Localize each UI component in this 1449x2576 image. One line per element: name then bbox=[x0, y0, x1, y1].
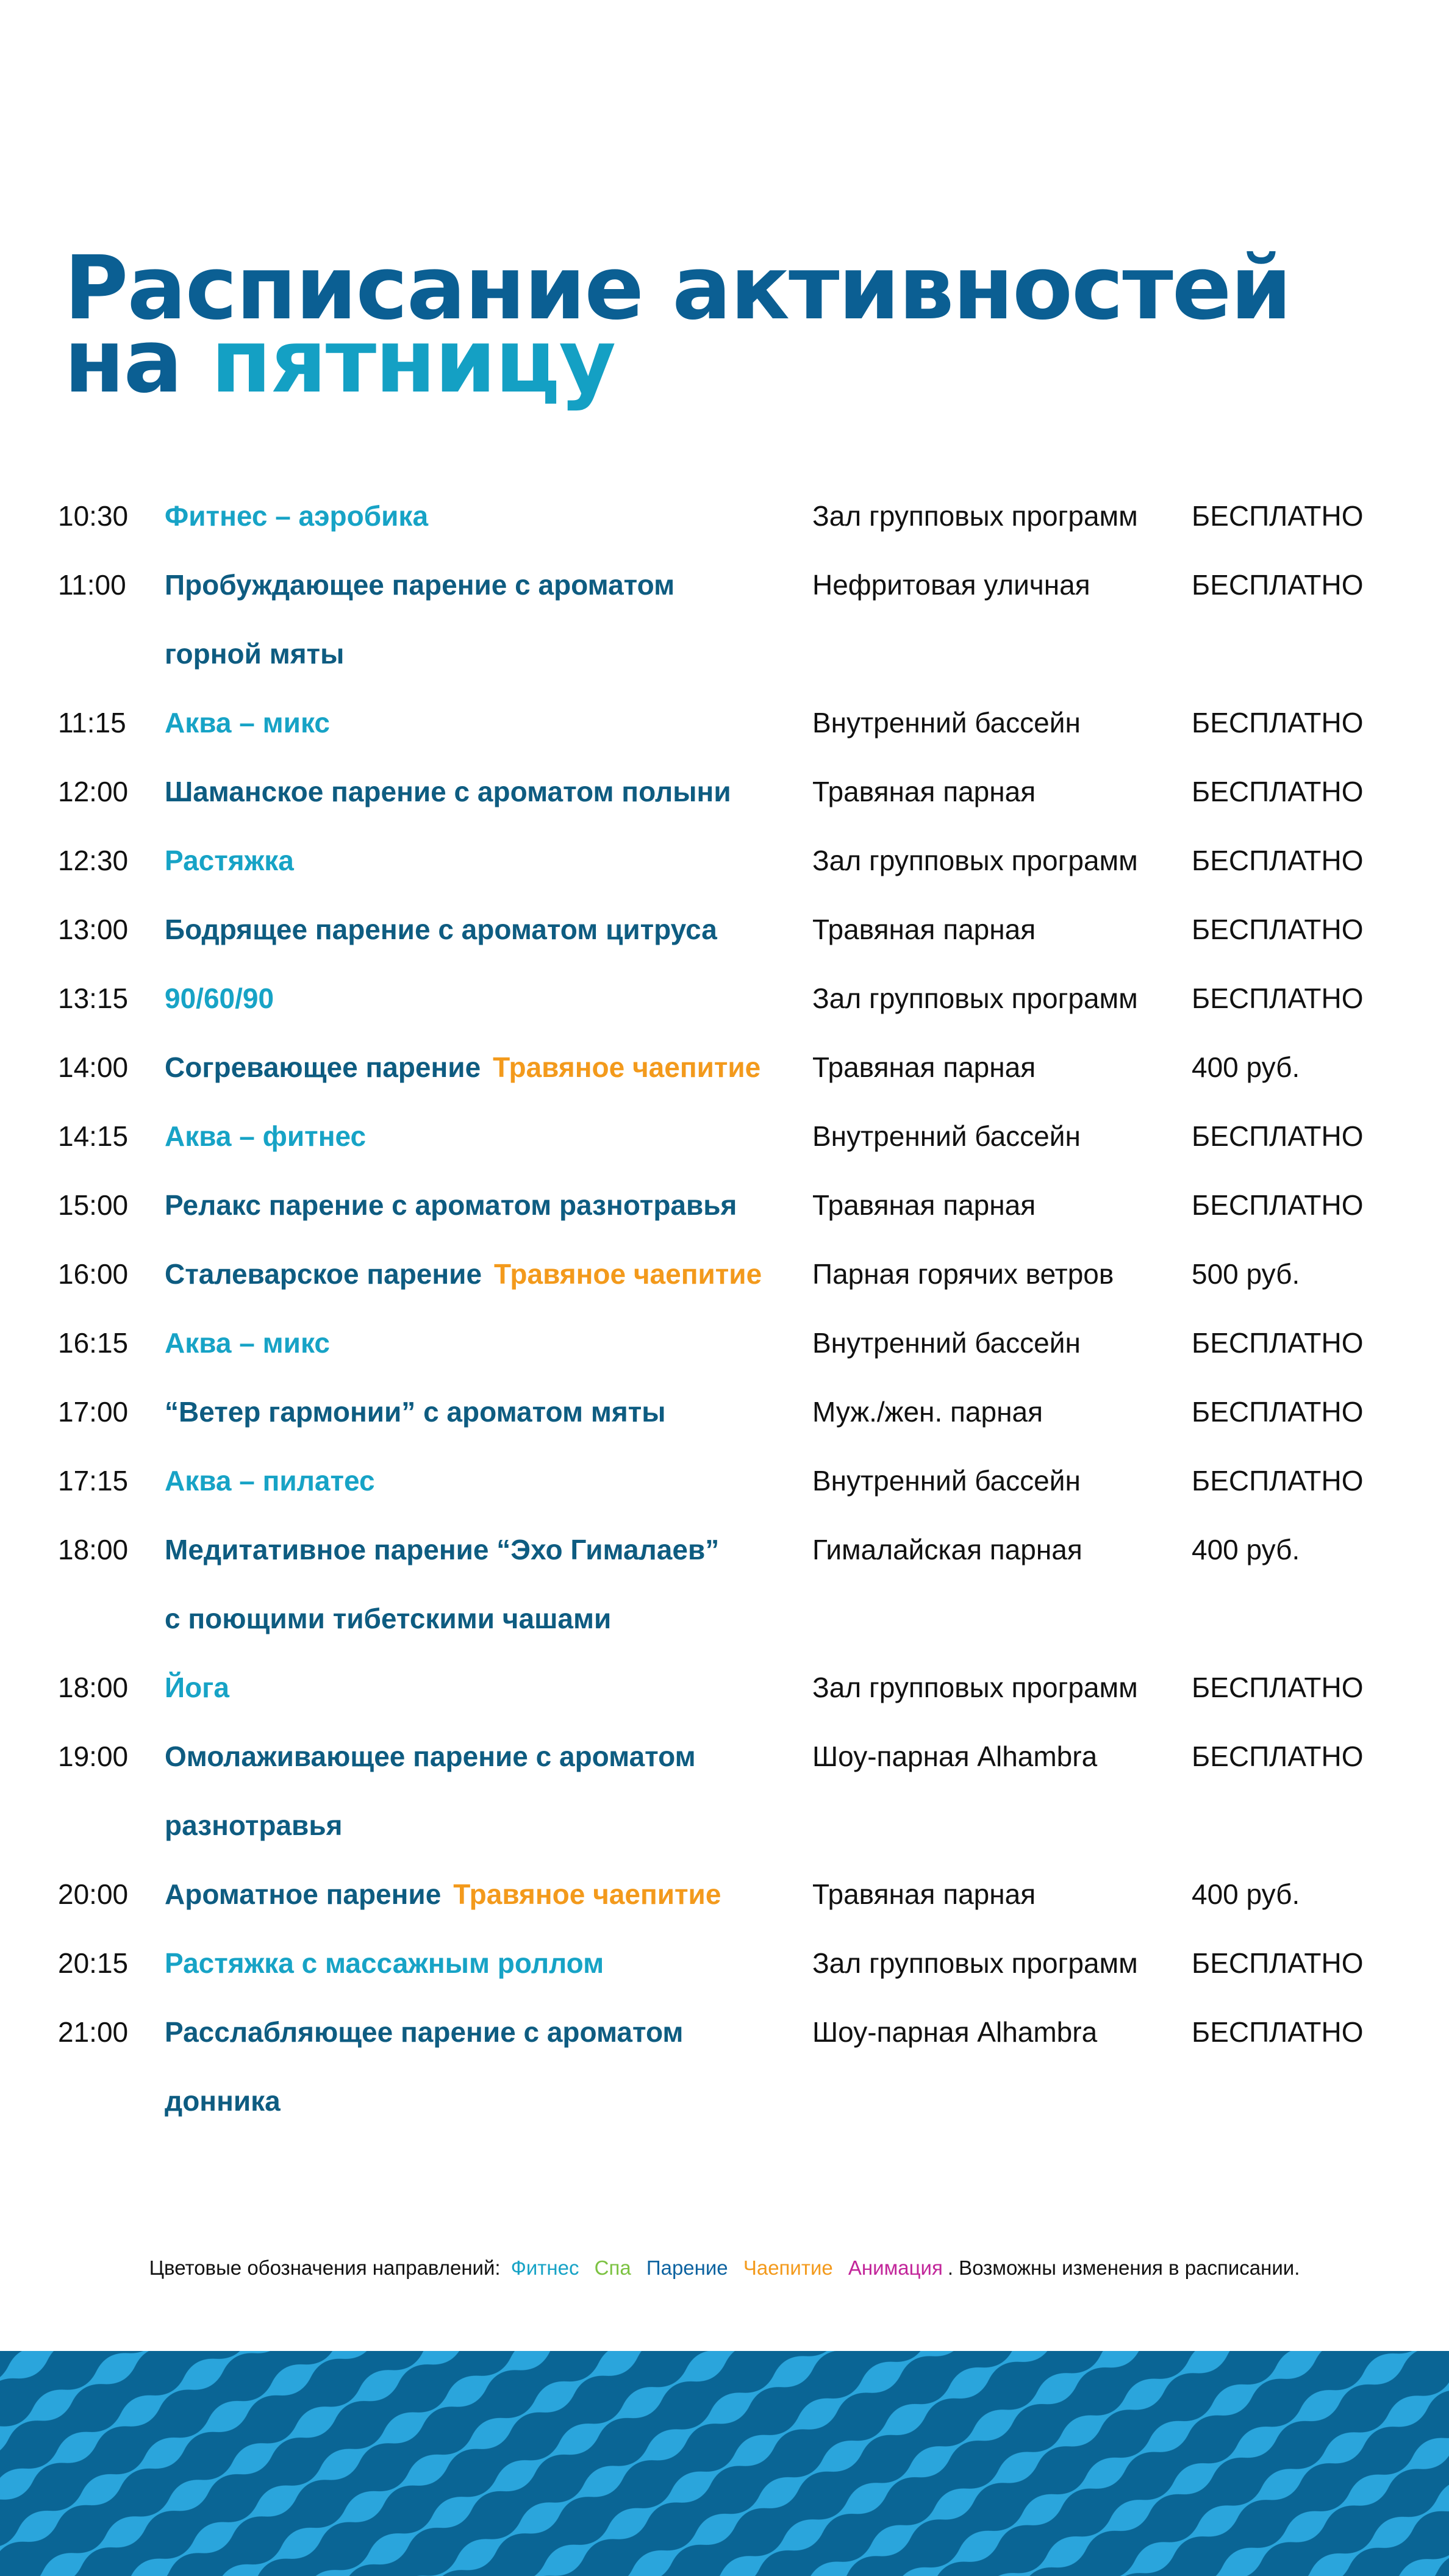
activity-location: Травяная парная bbox=[812, 914, 1036, 945]
activity-name-line: Бодрящее парение с ароматом цитруса bbox=[165, 914, 717, 945]
activity-name bbox=[165, 1447, 811, 1515]
activity-location: Внутренний бассейн bbox=[812, 707, 1081, 739]
activity-time: 13:00 bbox=[58, 914, 129, 945]
activity-location: Внутренний бассейн bbox=[812, 1327, 1081, 1359]
activity-name bbox=[165, 1171, 811, 1240]
activity-location: Гималайская парная bbox=[812, 1534, 1082, 1565]
activity-time: 11:00 bbox=[58, 569, 126, 601]
activity-time: 11:15 bbox=[58, 707, 126, 739]
activity-location: Травяная парная bbox=[812, 1878, 1036, 1910]
activity-name bbox=[165, 1515, 811, 1653]
activity-time: 18:00 bbox=[58, 1672, 129, 1703]
activity-location: Муж./жен. парная bbox=[812, 1396, 1043, 1428]
color-legend bbox=[0, 2256, 1449, 2280]
activity-price: БЕСПЛАТНО bbox=[1192, 1672, 1364, 1703]
legend-fitness: Фитнес bbox=[510, 2256, 579, 2279]
activity-time: 16:00 bbox=[58, 1258, 129, 1290]
activity-name bbox=[165, 689, 811, 757]
activity-price: БЕСПЛАТНО bbox=[1192, 1120, 1364, 1152]
activity-name-line: Ароматное парение bbox=[165, 1878, 442, 1910]
activity-name bbox=[165, 964, 811, 1033]
activity-name-line-wrap bbox=[165, 1860, 811, 1929]
schedule-row bbox=[0, 757, 1449, 826]
tea-ceremony-addon: Травяное чаепитие bbox=[494, 1258, 762, 1290]
activity-price: БЕСПЛАТНО bbox=[1192, 2016, 1364, 2048]
activity-name-line: разнотравья bbox=[165, 1809, 343, 1841]
activity-name-line: Медитативное парение “Эхо Гималаев” bbox=[165, 1534, 720, 1565]
activity-time: 13:15 bbox=[58, 982, 129, 1014]
activity-location: Внутренний бассейн bbox=[812, 1465, 1081, 1497]
legend-tea: Чаепитие bbox=[743, 2256, 833, 2279]
schedule-row bbox=[0, 551, 1449, 689]
activity-name bbox=[165, 1033, 811, 1102]
activity-name bbox=[165, 1240, 811, 1309]
activity-price: БЕСПЛАТНО bbox=[1192, 845, 1364, 876]
activity-price: БЕСПЛАТНО bbox=[1192, 982, 1364, 1014]
schedule-row bbox=[0, 1515, 1449, 1653]
activity-name bbox=[165, 1653, 811, 1722]
schedule-row bbox=[0, 1653, 1449, 1722]
activity-time: 17:00 bbox=[58, 1396, 129, 1428]
activity-time: 15:00 bbox=[58, 1189, 129, 1221]
wave-pattern-banner bbox=[0, 2351, 1449, 2576]
activity-location: Шоу-парная Alhambra bbox=[812, 2016, 1098, 2048]
legend-steam: Парение bbox=[646, 2256, 728, 2279]
activity-location: Шоу-парная Alhambra bbox=[812, 1741, 1098, 1772]
activity-price: БЕСПЛАТНО bbox=[1192, 1396, 1364, 1428]
title-line-1: Расписание активностей bbox=[64, 237, 1291, 339]
activity-name bbox=[165, 1929, 811, 1998]
schedule-row bbox=[0, 964, 1449, 1033]
legend-prefix: Цветовые обозначения направлений: bbox=[149, 2256, 501, 2279]
activity-location: Зал групповых программ bbox=[812, 500, 1138, 532]
activity-time: 14:15 bbox=[58, 1120, 129, 1152]
activity-name-line: “Ветер гармонии” с ароматом мяты bbox=[165, 1396, 666, 1428]
activity-location: Парная горячих ветров bbox=[812, 1258, 1114, 1290]
activity-time: 14:00 bbox=[58, 1051, 129, 1083]
legend-animation: Анимация bbox=[848, 2256, 943, 2279]
activity-name-line-wrap bbox=[165, 1033, 811, 1102]
activity-price: 400 руб. bbox=[1192, 1051, 1300, 1083]
activity-name-line: донника bbox=[165, 2085, 281, 2117]
activity-name-line: горной мяты bbox=[165, 638, 345, 670]
activity-time: 18:00 bbox=[58, 1534, 129, 1565]
tea-ceremony-addon: Травяное чаепитие bbox=[453, 1878, 721, 1910]
schedule-row bbox=[0, 1998, 1449, 2136]
activity-name-line: Растяжка с массажным роллом bbox=[165, 1947, 604, 1979]
activity-name bbox=[165, 1860, 811, 1929]
activity-location: Зал групповых программ bbox=[812, 982, 1138, 1014]
activity-time: 21:00 bbox=[58, 2016, 129, 2048]
activity-price: БЕСПЛАТНО bbox=[1192, 569, 1364, 601]
activity-price: 400 руб. bbox=[1192, 1534, 1300, 1565]
activity-name-line: Согревающее парение bbox=[165, 1051, 481, 1083]
schedule-row bbox=[0, 1378, 1449, 1447]
activity-name-line: Сталеварское парение bbox=[165, 1258, 482, 1290]
schedule-row bbox=[0, 482, 1449, 551]
activity-location: Нефритовая уличная bbox=[812, 569, 1090, 601]
activity-name bbox=[165, 1998, 811, 2136]
activity-name-line: с поющими тибетскими чашами bbox=[165, 1603, 612, 1634]
title-accent: пятницу bbox=[210, 310, 615, 412]
activity-time: 17:15 bbox=[58, 1465, 129, 1497]
legend-spa: Спа bbox=[594, 2256, 631, 2279]
schedule-row bbox=[0, 1171, 1449, 1240]
activity-name-line: Фитнес – аэробика bbox=[165, 500, 429, 532]
activity-price: БЕСПЛАТНО bbox=[1192, 707, 1364, 739]
activity-time: 20:15 bbox=[58, 1947, 129, 1979]
activity-name bbox=[165, 482, 811, 551]
activity-location: Травяная парная bbox=[812, 1189, 1036, 1221]
activity-name-line-wrap bbox=[165, 1240, 811, 1309]
activity-time: 19:00 bbox=[58, 1741, 129, 1772]
activity-price: БЕСПЛАТНО bbox=[1192, 1741, 1364, 1772]
activity-location: Зал групповых программ bbox=[812, 1947, 1138, 1979]
activity-name-line: Омолаживающее парение с ароматом bbox=[165, 1741, 696, 1772]
schedule-row bbox=[0, 1309, 1449, 1378]
schedule-row bbox=[0, 1722, 1449, 1860]
activity-name bbox=[165, 895, 811, 964]
schedule-row bbox=[0, 689, 1449, 757]
activity-name bbox=[165, 826, 811, 895]
activity-name-line: Пробуждающее парение с ароматом bbox=[165, 569, 675, 601]
activity-price: 500 руб. bbox=[1192, 1258, 1300, 1290]
schedule-row bbox=[0, 1102, 1449, 1171]
activity-price: БЕСПЛАТНО bbox=[1192, 776, 1364, 807]
activity-name bbox=[165, 1102, 811, 1171]
activity-price: БЕСПЛАТНО bbox=[1192, 1947, 1364, 1979]
activity-name bbox=[165, 1378, 811, 1447]
activity-name bbox=[165, 551, 811, 689]
schedule-row bbox=[0, 895, 1449, 964]
activity-time: 20:00 bbox=[58, 1878, 129, 1910]
activity-time: 16:15 bbox=[58, 1327, 129, 1359]
activity-price: БЕСПЛАТНО bbox=[1192, 1189, 1364, 1221]
activity-name bbox=[165, 757, 811, 826]
activity-name-line: Аква – микс bbox=[165, 1327, 330, 1359]
activity-time: 12:30 bbox=[58, 845, 129, 876]
activity-time: 10:30 bbox=[58, 500, 129, 532]
activity-name bbox=[165, 1722, 811, 1860]
activity-name-line: Расслабляющее парение с ароматом bbox=[165, 2016, 684, 2048]
activity-price: БЕСПЛАТНО bbox=[1192, 1465, 1364, 1497]
activity-location: Травяная парная bbox=[812, 1051, 1036, 1083]
title-prefix: на bbox=[64, 310, 211, 412]
schedule-row bbox=[0, 1447, 1449, 1515]
activity-name-line: 90/60/90 bbox=[165, 982, 274, 1014]
page-title bbox=[64, 237, 1291, 412]
activity-location: Зал групповых программ bbox=[812, 845, 1138, 876]
activity-location: Травяная парная bbox=[812, 776, 1036, 807]
schedule-row bbox=[0, 1929, 1449, 1998]
activity-name-line: Шаманское парение с ароматом полыни bbox=[165, 776, 731, 807]
schedule-row bbox=[0, 826, 1449, 895]
schedule-row bbox=[0, 1860, 1449, 1929]
legend-suffix: . Возможны изменения в расписании. bbox=[947, 2256, 1300, 2279]
activity-name-line: Растяжка bbox=[165, 845, 294, 876]
activity-price: 400 руб. bbox=[1192, 1878, 1300, 1910]
activity-name-line: Йога bbox=[165, 1672, 229, 1703]
activity-price: БЕСПЛАТНО bbox=[1192, 914, 1364, 945]
schedule-row bbox=[0, 1240, 1449, 1309]
schedule-row bbox=[0, 1033, 1449, 1102]
activity-location: Зал групповых программ bbox=[812, 1672, 1138, 1703]
activity-time: 12:00 bbox=[58, 776, 129, 807]
activity-name bbox=[165, 1309, 811, 1378]
activity-price: БЕСПЛАТНО bbox=[1192, 1327, 1364, 1359]
activity-name-line: Релакс парение с ароматом разнотравья bbox=[165, 1189, 737, 1221]
tea-ceremony-addon: Травяное чаепитие bbox=[493, 1051, 761, 1083]
activity-price: БЕСПЛАТНО bbox=[1192, 500, 1364, 532]
activity-name-line: Аква – микс bbox=[165, 707, 330, 739]
activity-location: Внутренний бассейн bbox=[812, 1120, 1081, 1152]
schedule-table bbox=[0, 482, 1449, 2136]
activity-name-line: Аква – фитнес bbox=[165, 1120, 367, 1152]
activity-name-line: Аква – пилатес bbox=[165, 1465, 375, 1497]
